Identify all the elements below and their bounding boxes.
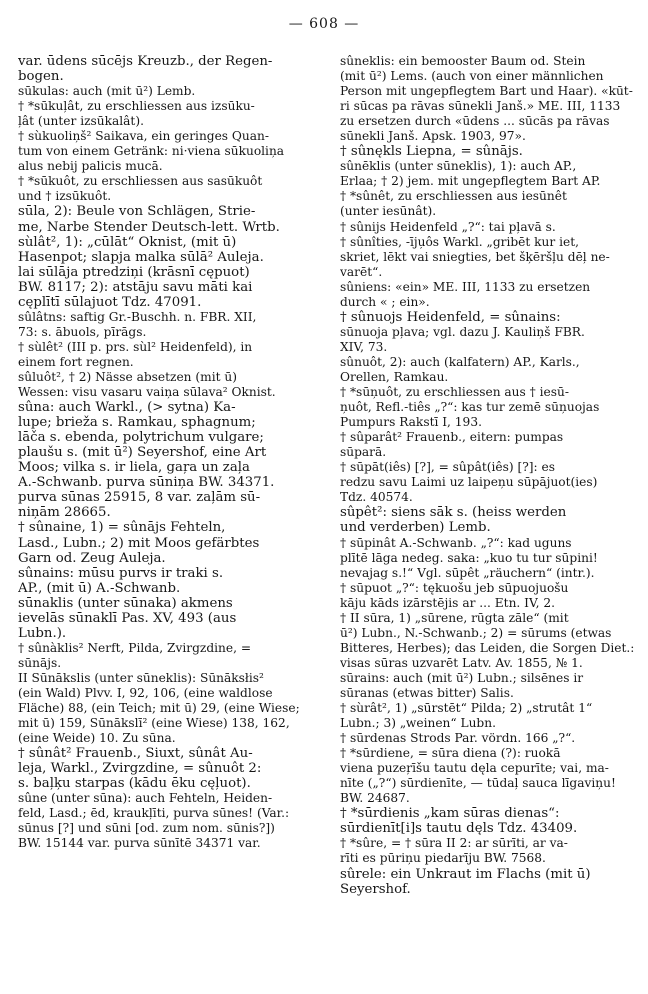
left-column-line: purva sūnas 25915, 8 var. zaļām sū- [18, 490, 261, 506]
right-column-line: sûnuôt, 2): auch (kalfatern) AP., Karls., [340, 354, 580, 369]
right-column-line: durch « ; ein». [340, 294, 430, 309]
left-column-line: feld, Lasd.; ēd, kraukļīti, purva sūnes! (Var.: [18, 806, 290, 821]
right-column-line: sûpêt²: siens sāk s. (heiss werden [340, 505, 567, 521]
right-column-line: plītē lāga nedeg. saka: „kuo tu tur sūpini! [340, 550, 598, 565]
left-column-line: var. ūdens sūcējs Kreuzb., der Regen- [18, 54, 273, 69]
left-column-line: † *sūkuļât, zu erschliessen aus izsūku- [18, 99, 255, 114]
right-column-line: nīte („?“) sūrdienīte, — tūdaļ sauca līgaviņu! [340, 776, 616, 791]
right-column-line: † *sūrdiene, = sūra diena (?): ruokā [340, 746, 561, 761]
left-column-line: † sûnàklis² Nerft, Pilda, Zvirgzdine, = [18, 640, 252, 655]
left-column-line: (ein Wald) Plvv. I, 92, 106, (eine waldlose [18, 685, 273, 700]
right-column-line: visas sūras uzvarēt Latv. Av. 1855, № 1. [340, 655, 583, 670]
right-column-line: Person mit ungepflegtem Bart und Haar). «kūt- [340, 84, 633, 99]
left-column-line: me, Narbe Stender Deutsch-lett. Wrtb. [18, 219, 280, 235]
left-column-line: sûne (unter sūna): auch Fehteln, Heiden- [18, 791, 273, 806]
left-column-line: Wessen: visu vasaru vaiņa sūlava² Oknist. [18, 385, 276, 400]
left-column-line: s. baļķu starpas (kādu ēku cęļuot). [18, 776, 251, 792]
right-column-line: sûnēklis (unter sūneklis), 1): auch AP., [340, 159, 577, 174]
right-column-line: Erlaa; † 2) jem. mit ungepflegtem Bart AP. [340, 174, 601, 189]
right-column-line: † sūpuot „?“: tękuošu jeb sūpuojuošu [340, 580, 569, 595]
right-column-line: sūrdienīt[i]s tautu dęls Tdz. 43409. [340, 821, 578, 837]
left-column-line: bogen. [18, 69, 64, 85]
right-column-line: viena puzeŗīšu tautu dęla cepurīte; vai, ma- [340, 761, 609, 776]
right-column-line: BW. 24687. [340, 791, 410, 806]
left-column-line: sûluôt², † 2) Nässe absetzen (mit ū) [18, 369, 237, 384]
left-column-line: 73: s. ābuols, pīrāgs. [18, 324, 147, 339]
right-column-line: sûniens: «ein» ME. III, 1133 zu ersetzen [340, 279, 591, 294]
left-column-line: sùlât², 1): „cūlāt“ Oknist, (mit ū) [18, 234, 237, 250]
right-column-line: und verderben) Lemb. [340, 520, 491, 536]
left-column-line: ļât (unter izsūkalât). [18, 114, 144, 129]
right-column-line: Tdz. 40574. [340, 490, 413, 505]
right-column-line: sûrele: ein Unkraut im Flachs (mit ū) [340, 866, 591, 882]
left-column-line: Hasenpot; slapja malka sūlā² Auleja. [18, 249, 264, 265]
left-column-line: (eine Weide) 10. Zu sūna. [18, 731, 176, 746]
right-column-line: † sûnuojs Heidenfeld, = sûnains: [340, 309, 561, 325]
right-column-line: sūranas (etwas bitter) Salis. [340, 685, 514, 700]
right-column [340, 54, 642, 897]
left-column-line: Fläche) 88, (ein Teich; mit ū) 29, (eine Wiese; [18, 701, 300, 716]
left-column-line: mit ū) 159, Sūnākslī² (eine Wiese) 138, 162, [18, 716, 290, 731]
right-column-line: XIV, 73. [340, 339, 388, 354]
left-column-line: † sùkuoliņš² Saikava, ein geringes Quan- [18, 129, 270, 144]
right-column-line: nevajag s.!“ Vgl. sūpêt „räuchern“ (intr.). [340, 565, 595, 580]
left-column-line: alus nebij palicis mucā. [18, 159, 163, 174]
left-column-line: sūla, 2): Beule von Schlägen, Strie- [18, 204, 256, 220]
left-column [18, 54, 320, 851]
right-column-line: † II sūra, 1) „sūrene, rūgta zāle“ (mit [340, 610, 569, 625]
right-column-line: kāju kāds izārstējis ar ... Etn. IV, 2. [340, 595, 556, 610]
left-column-line: niņām 28665. [18, 505, 111, 521]
left-column-line: sûna: auch Warkl., (> sytna) Ka- [18, 400, 236, 416]
left-column-line: leja, Warkl., Zvirgzdine, = sûnuôt 2: [18, 761, 262, 777]
left-column-line: II Sūnākslis (unter sūneklis): Sūnāksłis² [18, 670, 264, 685]
left-column-line: Lubn.). [18, 625, 67, 641]
left-column-line: Lasd., Lubn.; 2) mit Moos gefärbtes [18, 535, 260, 551]
right-column-line: Lubn.; 3) „weinen“ Lubn. [340, 716, 496, 731]
right-column-line: † sùrât², 1) „sūrstēt“ Pilda; 2) „strutât 1“ [340, 701, 593, 716]
left-column-line: sūnus [?] und sūni [od. zum nom. sūnis?]) [18, 821, 275, 836]
left-column-line: BW. 8117; 2): atstāju savu māti kai [18, 279, 253, 295]
left-column-line: † sûnât² Frauenb., Siuxt, sûnât Au- [18, 746, 253, 762]
right-column-line: † *sūņuôt, zu erschliessen aus † iesū- [340, 385, 569, 400]
right-column-line: rīti es pūriņu piedarīju BW. 7568. [340, 851, 546, 866]
left-column-line: lāča s. ebenda, polytrichum vulgare; [18, 430, 264, 446]
right-column-line: ri sūcas pa rāvas sūnekli Janš.» ME. III, 1133 [340, 99, 621, 114]
left-column-line: lupe; brieža s. Ramkau, sphagnum; [18, 415, 256, 431]
right-column-line: Bitteres, Herbes); das Leiden, die Sorgen Diet.: [340, 640, 635, 655]
right-column-line: † sūpāt(iês) [?], = sûpât(iês) [?]: es [340, 460, 555, 475]
left-column-line: sūnājs. [18, 655, 62, 670]
right-column-line: † sûnękls Liepna, = sûnājs. [340, 144, 523, 160]
left-column-line: AP., (mit ū) A.-Schwanb. [18, 580, 181, 596]
left-column-line: plaušu s. (mit ū²) Seyershof, eine Art [18, 445, 267, 461]
left-column-line: sūnaklis (unter sūnaka) akmens [18, 595, 233, 611]
right-column-line: skriet, lēkt vai sniegties, bet šķēršļu dēļ ne- [340, 249, 610, 264]
left-column-line: Garn od. Zeug Auleja. [18, 550, 166, 566]
left-column-line: A.-Schwanb. purva sūniņa BW. 34371. [18, 475, 275, 491]
right-column-line: † sûnîties, -īju̦ôs Warkl. „gribēt kur iet, [340, 234, 579, 249]
right-column-line: † sūrdenas Strods Par. vördn. 166 „?“. [340, 731, 576, 746]
right-column-line: sūnekli Janš. Apsk. 1903, 97». [340, 129, 526, 144]
left-column-line: sūkulas: auch (mit ū²) Lemb. [18, 84, 196, 99]
right-column-line: (mit ū²) Lems. (auch von einer männlichen [340, 69, 604, 84]
right-column-line: sūrains: auch (mit ū²) Lubn.; silsēnes ir [340, 670, 584, 685]
right-column-line: ņuôt, Refl.-tiês „?“: kas tur zemē sūņuojas [340, 400, 600, 415]
left-column-line: cęplītī sūlajuot Tdz. 47091. [18, 294, 202, 310]
right-column-line: (unter iesūnât). [340, 204, 437, 219]
left-column-line: Moos; vilka s. ir liela, gaŗa un zaļa [18, 460, 250, 476]
right-column-line: † sûnijs Heidenfeld „?“: tai pļavā s. [340, 219, 556, 234]
right-column-line: sūnuoja pļava; vgl. dazu J. Kauliņš FBR. [340, 324, 585, 339]
right-column-line: ū²) Lubn., N.-Schwanb.; 2) = sūrums (etwas [340, 625, 612, 640]
left-column-line: einem fort regnen. [18, 354, 134, 369]
right-column-line: Orellen, Ramkau. [340, 369, 449, 384]
right-column-line: zu ersetzen durch «ūdens ... sūcās pa rāvas [340, 114, 610, 129]
left-column-line: lai sūlāja ptredziņi (krāsnī cępuot) [18, 264, 250, 280]
right-column-line: Pumpurs Rakstī I, 193. [340, 415, 482, 430]
page-number: — 608 — [288, 16, 360, 32]
left-column-line: BW. 15144 var. purva sūnītē 34371 var. [18, 836, 261, 851]
left-column-line: † sùlêt² (III p. prs. sùl² Heidenfeld), in [18, 339, 253, 354]
right-column-line: † *sūrdienis „kam sūras dienas“: [340, 806, 560, 822]
right-column-line: redzu savu Laimi uz laipeņu sūpājuot(ies) [340, 475, 598, 490]
left-column-line: ievelās sūnaklī Pas. XV, 493 (aus [18, 610, 237, 626]
right-column-line: varēt“. [340, 264, 383, 279]
right-column-line: † sûparât² Frauenb., eitern: pumpas [340, 430, 564, 445]
right-column-line: † *sûre, = † sūra II 2: ar sūrīti, ar va- [340, 836, 568, 851]
left-column-line: † sûnaine, 1) = sûnājs Fehteln, [18, 520, 226, 536]
left-column-line: sûnains: mūsu purvs ir traki s. [18, 565, 224, 581]
left-column-line: und † izsūkuôt. [18, 189, 112, 204]
right-column-line: † *sûnêt, zu erschliessen aus iesūnêt [340, 189, 567, 204]
left-column-line: sûlâtns: saftig Gr.-Buschh. n. FBR. XII, [18, 309, 257, 324]
left-column-line: † *sūkuôt, zu erschliessen aus sasūkuôt [18, 174, 263, 189]
left-column-line: tum von einem Getränk: ni·viena sūkuoliņa [18, 144, 285, 159]
right-column-line: sūparā. [340, 445, 387, 460]
right-column-line: † sūpinât A.-Schwanb. „?“: kad uguns [340, 535, 572, 550]
right-column-line: sûneklis: ein bemooster Baum od. Stein [340, 54, 586, 68]
right-column-line: Seyershof. [340, 881, 411, 897]
